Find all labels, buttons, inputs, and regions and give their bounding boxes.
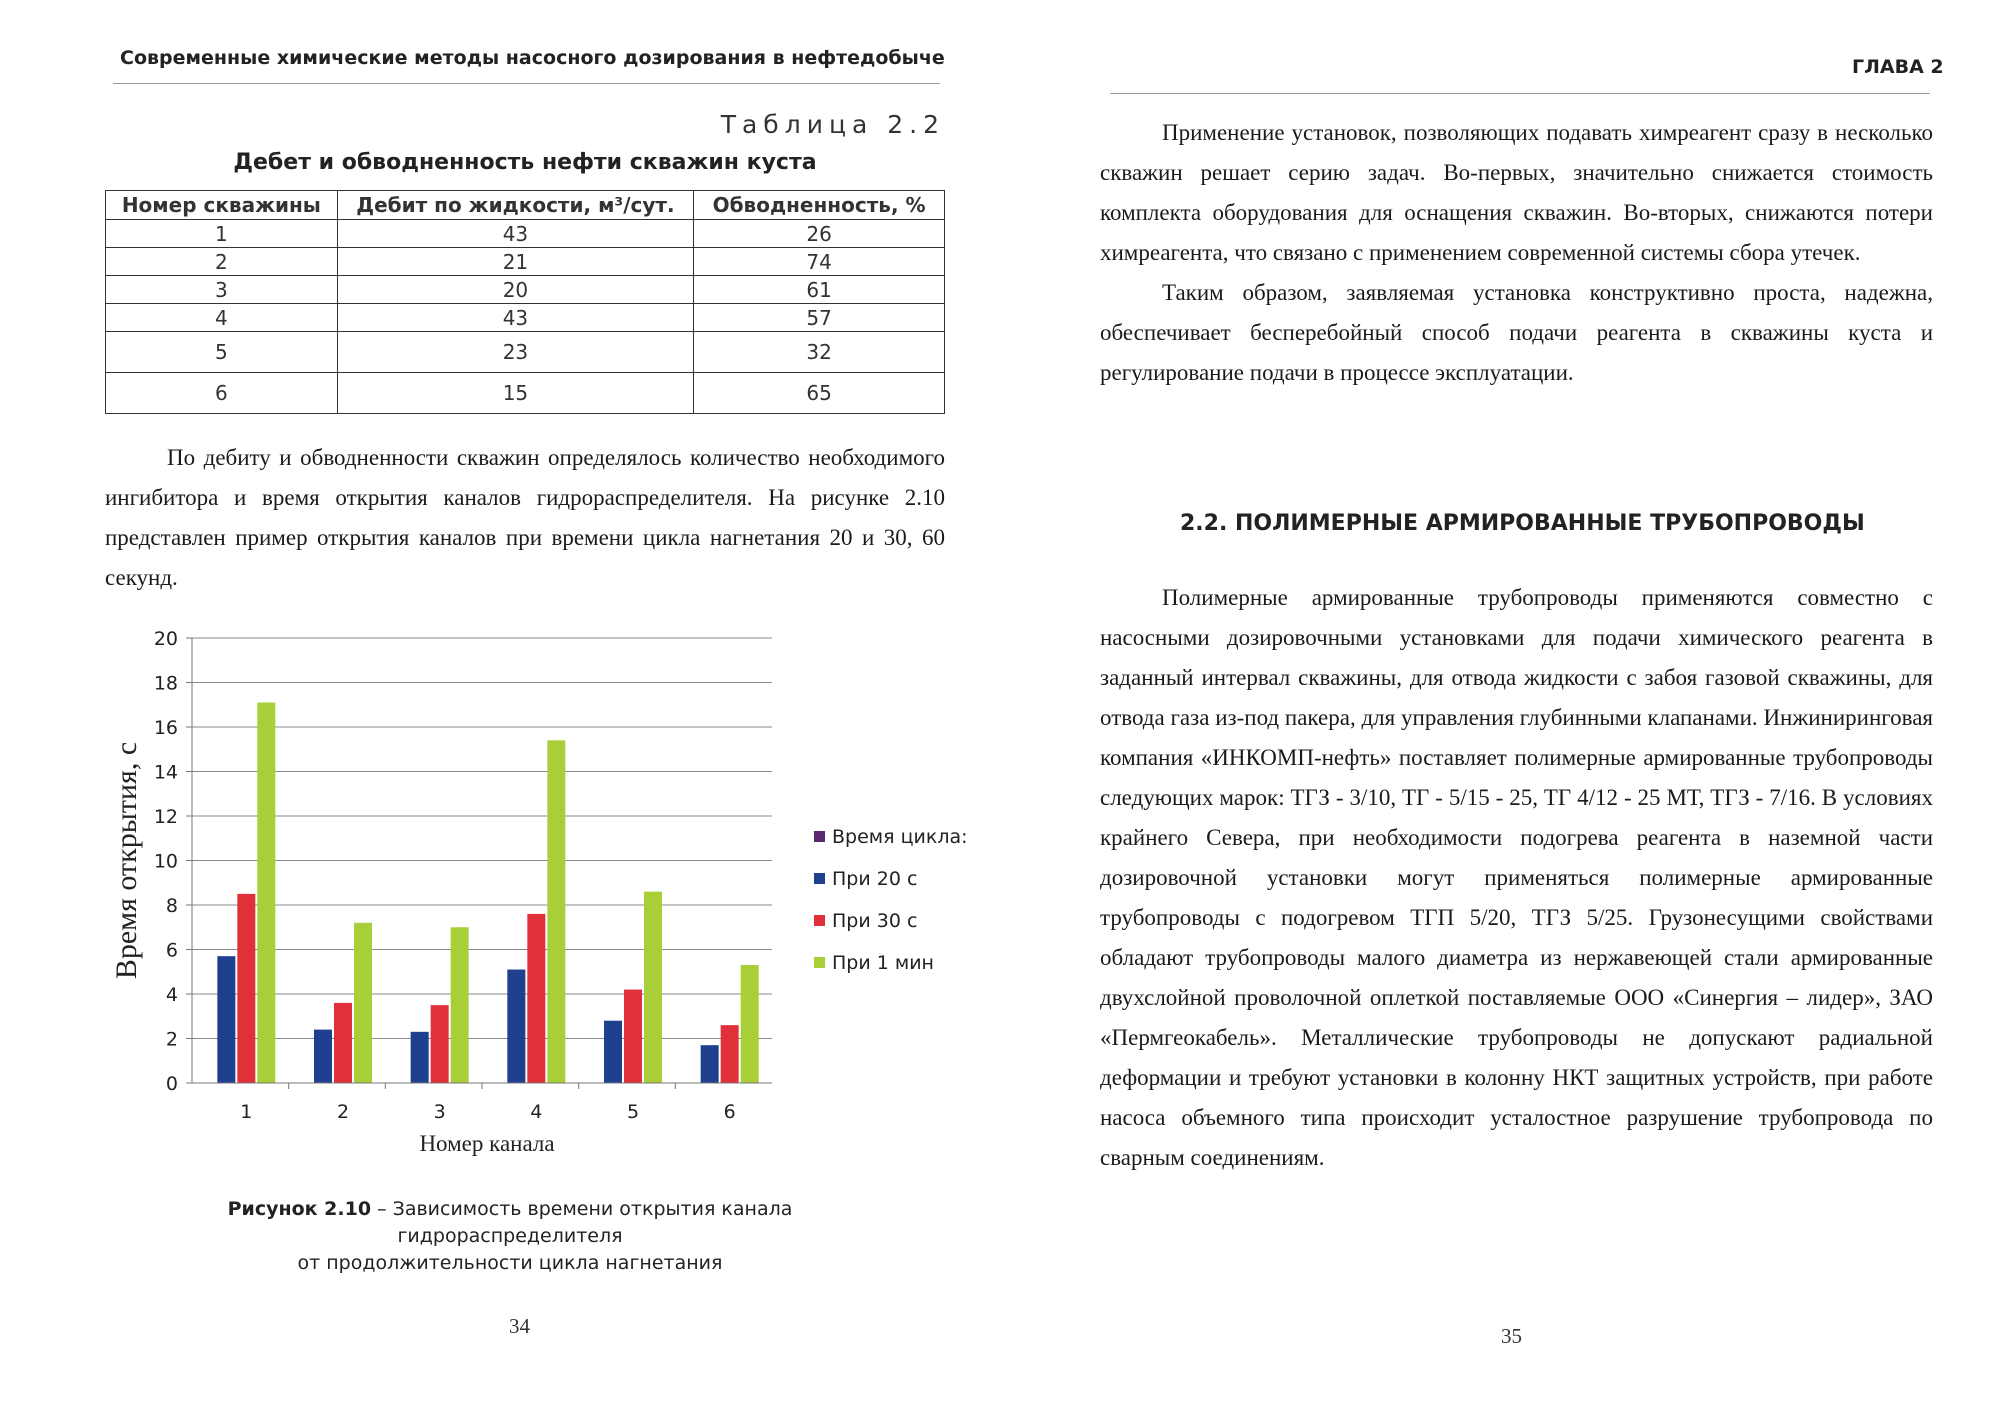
table-cell: 4	[106, 304, 338, 332]
table-cell: 43	[337, 304, 693, 332]
chart-bar	[547, 740, 565, 1083]
paragraph-text: Полимерные армированные трубопроводы применяются совместно с насосными дозировочными установками для подачи химического реагента в заданный интервал скважины, для отвода жидкости с забоя газовой скважины, для отвода газа из-под пакера, для управления глубинными клапанами. Инжиниринговая компания «ИНКОМП-нефть» поставляет полимерные армированные трубопроводы следующих марок: ТГЗ - 3/10, ТГ - 5/15 - 25, ТГ 4/12 - 25 МТ, ТГЗ - 7/16. В условиях крайнего Севера, при необходимости подогрева реагента в наземной части дозировочной установки могут применяться полимерные армированные трубопроводы с подогревом ТГП 5/20, ТГЗ 5/25. Грузонесущими свойствами обладают трубопроводы малого диаметра из нержавеющей стали армированные двухслойной проволочной оплеткой поставляемые ООО «Синергия – лидер», ЗАО «Пермгеокабель». Металлические трубопроводы не допускают радиальной деформации и требуют установки в колонну НКТ защитных устройств, при работе насоса объемного типа происходит усталостное разрушение трубопровода по сварным соединениям.	[1100, 585, 1933, 1170]
well-data-table	[105, 190, 945, 414]
table-cell: 2	[106, 248, 338, 276]
chart-bars	[217, 703, 758, 1083]
table-cell: 15	[337, 373, 693, 414]
legend-entry: При 1 мин	[832, 952, 934, 974]
chart-bar	[741, 965, 759, 1083]
table-row	[106, 304, 945, 332]
chart-bar	[451, 927, 469, 1083]
table-caption: Таблица 2.2	[720, 110, 945, 139]
chart-y-label: Время открытия, с	[110, 741, 143, 980]
legend-entry: При 30 с	[832, 910, 918, 932]
chart-y-tick-label: 2	[165, 1028, 178, 1051]
figure-caption-text: – Зависимость времени открытия канала гидрораспределителя	[371, 1198, 793, 1247]
chart-y-tick-label: 10	[153, 850, 178, 873]
paragraph-left	[105, 438, 945, 598]
chart-bar	[314, 1030, 332, 1083]
page-number-left: 34	[509, 1314, 530, 1338]
head-rule-right	[1110, 93, 1930, 94]
paragraph-text: Применение установок, позволяющих подавать химреагент сразу в несколько скважин решает серию задач. Во-первых, значительно снижается стоимость комплекта оборудования для оснащения скважин. Во-вторых, снижаются потери химреагента, что связано с применением современной системы сбора утечек.	[1100, 120, 1933, 265]
chart-bar	[217, 956, 235, 1083]
table-cell: 32	[694, 332, 945, 373]
table-cell: 61	[694, 276, 945, 304]
table-row	[106, 332, 945, 373]
chart-x-tick-label: 2	[336, 1101, 350, 1123]
legend-marker	[814, 873, 825, 884]
chart-bar	[604, 1021, 622, 1083]
table-cell: 57	[694, 304, 945, 332]
legend-marker	[814, 831, 825, 842]
paragraph-text: Таким образом, заявляемая установка конструктивно проста, надежна, обеспечивает бесперебойный способ подачи реагента в скважины куста и регулирование подачи в процессе эксплуатации.	[1100, 280, 1933, 385]
chart-y-tick-label: 12	[153, 806, 178, 828]
chart-bar	[431, 1005, 449, 1083]
chart-bar	[411, 1032, 429, 1083]
chart-y-tick-label: 0	[165, 1073, 178, 1095]
legend-marker	[814, 957, 825, 968]
paragraphs-top	[1100, 113, 1933, 393]
table-title: Дебет и обводненность нефти скважин куста	[233, 150, 817, 175]
chart-y-ticks	[154, 628, 192, 1095]
table-row	[106, 373, 945, 414]
figure-caption	[150, 1196, 870, 1277]
chart-y-tick-label: 8	[165, 895, 178, 917]
table-header-cell: Обводненность, %	[694, 191, 945, 220]
paragraph-text: По дебиту и обводненности скважин определялось количество необходимого ингибитора и время открытия каналов гидрораспределителя. На рисунке 2.10 представлен пример открытия каналов при времени цикла нагнетания 20 и 30, 60 секунд.	[105, 445, 945, 590]
section-heading: 2.2. ПОЛИМЕРНЫЕ АРМИРОВАННЫЕ ТРУБОПРОВОДЫ	[1180, 511, 1865, 536]
figure-caption-text-2: от продолжительности цикла нагнетания	[297, 1252, 723, 1274]
legend-entry: При 20 с	[832, 868, 918, 890]
head-rule-left	[113, 83, 940, 84]
chart-x-ticks	[240, 1083, 735, 1123]
chart-x-tick-label: 3	[433, 1101, 446, 1123]
chart-x-label: Номер канала	[419, 1131, 555, 1156]
legend-title: Время цикла:	[832, 826, 968, 848]
table-cell: 74	[694, 248, 945, 276]
chart-bar	[701, 1045, 719, 1083]
running-head-right: ГЛАВА 2	[1852, 56, 1944, 78]
table-header-cell: Номер скважины	[106, 191, 338, 220]
paragraph-bottom	[1100, 578, 1933, 1178]
chart-x-tick-label: 1	[240, 1101, 253, 1123]
chart-bar	[507, 970, 525, 1083]
figure-caption-label: Рисунок 2.10	[227, 1198, 372, 1220]
chart-legend	[814, 826, 968, 974]
chart-y-tick-label: 20	[153, 628, 178, 650]
chart-bar	[237, 894, 255, 1083]
table-cell: 20	[337, 276, 693, 304]
chart-y-tick-label: 4	[165, 984, 178, 1006]
chart-y-tick-label: 14	[153, 761, 178, 784]
table-row	[106, 276, 945, 304]
chart-bar	[354, 923, 372, 1083]
chart-x-tick-label: 5	[626, 1101, 640, 1123]
chart-bar	[624, 990, 642, 1083]
table-cell: 1	[106, 220, 338, 248]
table-header-row	[106, 191, 945, 220]
chart-x-tick-label: 6	[723, 1101, 736, 1123]
table-cell: 43	[337, 220, 693, 248]
chart-bar	[527, 914, 545, 1083]
table-cell: 65	[694, 373, 945, 414]
running-head-left: Современные химические методы насосного дозирования в нефтедобыче	[120, 47, 945, 69]
table-header-cell: Дебит по жидкости, м³/сут.	[337, 191, 693, 220]
chart-y-tick-label: 18	[153, 672, 178, 695]
table-cell: 6	[106, 373, 338, 414]
chart-y-tick-label: 6	[165, 939, 178, 962]
right-page	[997, 0, 1994, 1410]
chart-x-tick-label: 4	[530, 1101, 543, 1123]
chart-bar	[334, 1003, 352, 1083]
table-cell: 5	[106, 332, 338, 373]
table-cell: 26	[694, 220, 945, 248]
bar-chart	[100, 610, 980, 1170]
legend-marker	[814, 915, 825, 926]
table-cell: 3	[106, 276, 338, 304]
table-cell: 21	[337, 248, 693, 276]
page-number-right: 35	[1501, 1324, 1522, 1348]
chart-y-tick-label: 16	[153, 717, 178, 739]
chart-bar	[257, 703, 275, 1083]
chart-bar	[721, 1025, 739, 1083]
chart-gridlines	[192, 638, 772, 1039]
table-cell: 23	[337, 332, 693, 373]
table-row	[106, 248, 945, 276]
chart-bar	[644, 892, 662, 1083]
table-row	[106, 220, 945, 248]
